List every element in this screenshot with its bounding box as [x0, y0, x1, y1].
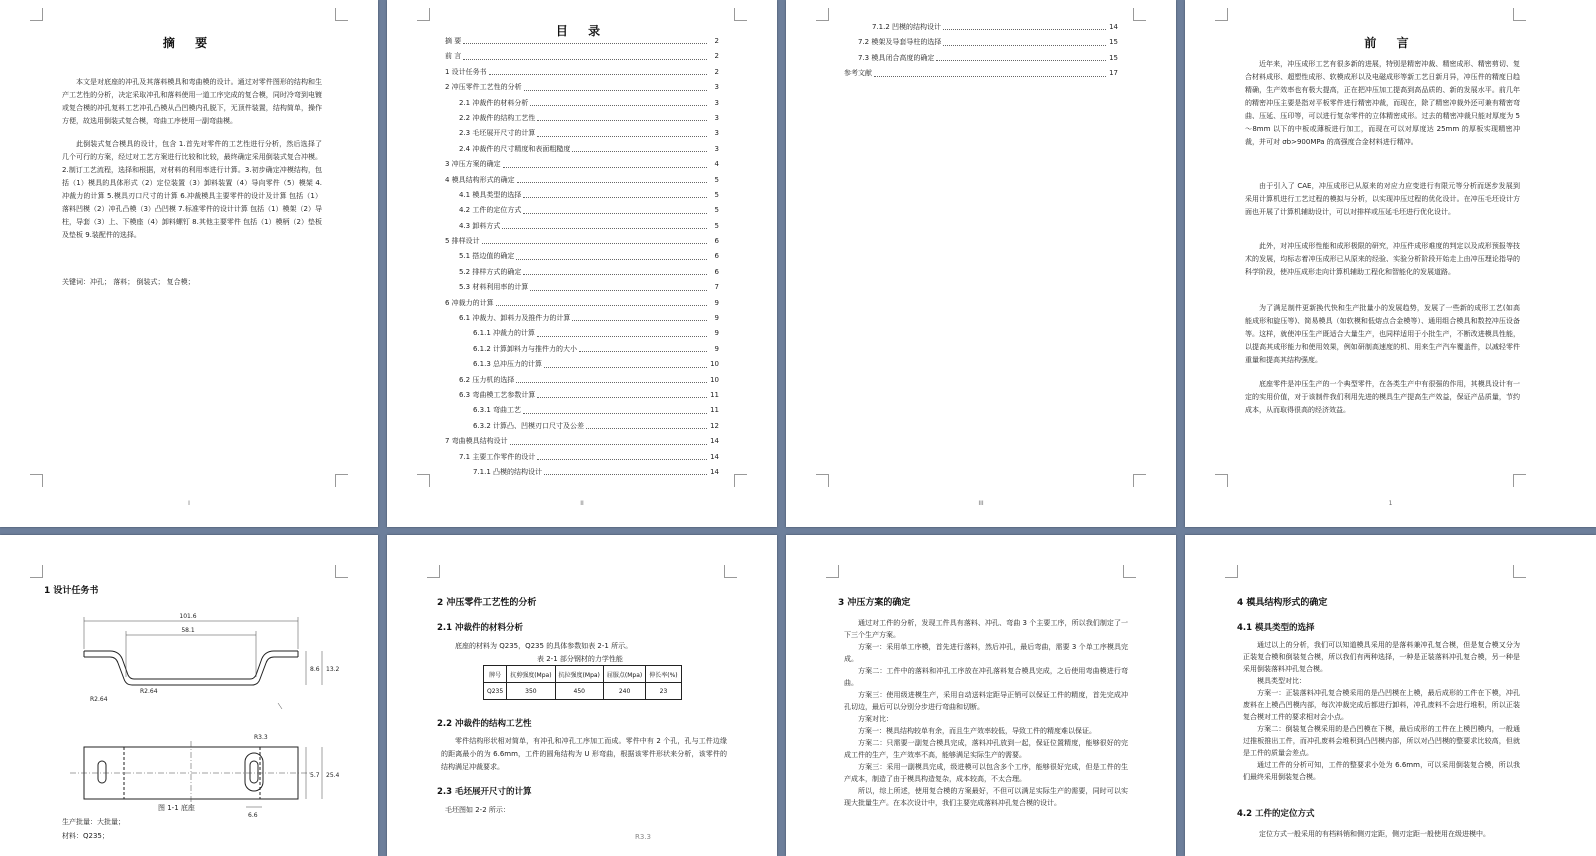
- preface-paragraph: 此外，对冲压成形性能和成形极限的研究，冲压件成形难度的判定以及成形预报等技术的发展，均标志着冲压成形已从原来的经验、实验分析阶段开始走上由冲压理论指导的科学阶段，使冲压成形走向计算机辅助工程化和智能化的发展道路。: [1245, 242, 1520, 276]
- toc-entry-label: 摘 要: [445, 37, 462, 45]
- toc-leader: [943, 20, 1106, 30]
- toc-leader: [537, 326, 707, 336]
- toc-entry[interactable]: [844, 35, 1118, 50]
- body-paragraph: 方案三：使用级进模生产，采用自动送料定距导正销可以保证工件的精度，首先完成冲孔切边，最后可以分别分步进行弯曲和切断。: [844, 691, 1128, 711]
- toc-leader: [936, 51, 1106, 61]
- toc-entry[interactable]: [445, 219, 719, 234]
- toc-entry-label: 前 言: [445, 52, 462, 61]
- body-paragraph: 通过对工件的分析，发现工件具有落料、冲孔、弯曲 3 个主要工序，所以我们制定了一下三个生产方案。: [844, 619, 1128, 639]
- toc-entry-page: 4: [714, 160, 719, 169]
- toc-leader: [463, 49, 707, 59]
- crop-mark: [1123, 565, 1136, 578]
- subsection-heading: 2.1 冲裁件的材料分析: [437, 623, 524, 633]
- body-paragraph: 模具类型对比：: [1257, 677, 1306, 685]
- toc-entry-page: 9: [714, 329, 719, 338]
- table-caption: 表 2-1 部分钢材的力学性能: [537, 655, 623, 663]
- crop-mark: [816, 474, 829, 487]
- toc-leader: [943, 35, 1106, 45]
- body-paragraph: 方案对比：: [858, 715, 893, 723]
- toc-entry[interactable]: [445, 126, 719, 141]
- toc-entry[interactable]: [445, 249, 719, 264]
- crop-mark: [1513, 8, 1526, 21]
- crop-mark: [1215, 474, 1228, 487]
- toc-entry-label: 2.1 冲裁件的材料分析: [459, 98, 529, 107]
- toc-entry-page: 3: [714, 98, 719, 107]
- toc-entry[interactable]: [445, 465, 719, 480]
- page-number: I: [188, 500, 190, 507]
- toc-entry-page: 5: [714, 190, 719, 199]
- dimension-label: 6.6: [248, 812, 258, 819]
- dimension-label: 25.4: [326, 772, 340, 779]
- section-heading: 2 冲压零件工艺性的分析: [437, 598, 537, 608]
- toc-entry[interactable]: [445, 203, 719, 218]
- spec-line: 生产批量：大批量；: [62, 818, 125, 826]
- section-heading: 1 设计任务书: [44, 586, 99, 596]
- body-paragraph: 方案二：倒装复合模采用的是凸凹模在下模，最后成形的工件在上模凹模内，一般通过推板推出工件，而冲孔废料会堆积到凸凹模内部，所以对凸凹模的整要求比较高，但就是工件的质量会差点。: [1243, 725, 1520, 757]
- page-title: 摘 要: [162, 36, 216, 50]
- toc-leader: [544, 465, 707, 475]
- toc-leader: [537, 450, 707, 460]
- toc-entry-label: 6.3.2 计算凸、凹模刃口尺寸及公差: [473, 421, 585, 430]
- dimension-label: 5.7: [310, 772, 320, 779]
- toc-entry-label: 6.3 弯曲模工艺参数计算: [459, 390, 536, 399]
- toc-entry[interactable]: [445, 434, 719, 449]
- toc-entry-page: 5: [714, 221, 719, 230]
- toc-leader: [510, 434, 707, 444]
- body-paragraphs: [844, 617, 1128, 809]
- toc-list: [844, 20, 1118, 82]
- table-cell: Q235: [484, 683, 507, 700]
- toc-leader: [489, 65, 707, 75]
- body-paragraph: 方案一：模具结构较单有余，而且生产效率较低，导致工件的精度难以保证。: [858, 727, 1096, 735]
- toc-leader: [502, 219, 707, 229]
- subsection-heading: 2.2 冲裁件的结构工艺性: [437, 719, 532, 729]
- section-heading: 3 冲压方案的确定: [838, 598, 911, 608]
- dimension-label: R2.64: [90, 696, 108, 703]
- preface-paragraph: 近年来，冲压成形工艺有很多新的进展，特别是精密冲裁、精密成形、精密剪切、复合材料成形、超塑性成形、软模成形以及电磁成形等新工艺日新月异，冲压件的精度日趋精确，生产效率也有极大提高，正在把冲压加工提高到高品质的、新的发展水平。前几年的精密冲压主要是指对平板零件进行精密冲裁，而现在，除了精密冲裁外还可兼有精密弯曲、压延、压印等，可以进行复杂零件的立体精密成形。过去的精密冲裁只能对厚度为 5～8mm 以下的中板或薄板进行加工，而现在可以对厚度达 25mm 的厚板实现精密冲裁，并可对 σb>900MPa 的高强度合金材料进行精冲。: [1245, 60, 1520, 146]
- toc-entry-page: 2: [714, 52, 719, 61]
- crop-mark: [826, 565, 839, 578]
- footer-mark: R3.3: [635, 833, 651, 841]
- toc-entry-label: 4 模具结构形式的确定: [445, 175, 515, 184]
- table-header: 抗拉强度(Mpa): [555, 666, 603, 683]
- toc-entry-label: 6.3.1 弯曲工艺: [473, 406, 522, 415]
- section-heading: 4 模具结构形式的确定: [1237, 598, 1328, 608]
- toc-entry-page: 2: [714, 37, 719, 45]
- crop-mark: [335, 8, 348, 21]
- toc-entry-label: 6.1.2 计算卸料力与推件力的大小: [473, 344, 578, 353]
- toc-entry-label: 7 弯曲模具结构设计: [445, 437, 508, 446]
- toc-entry[interactable]: [844, 66, 1118, 81]
- toc-list: [445, 34, 719, 480]
- body-text: 底座的材料为 Q235，Q235 的具体参数如表 2-1 所示。: [455, 642, 633, 650]
- toc-entry[interactable]: [445, 111, 719, 126]
- toc-entry[interactable]: [445, 280, 719, 295]
- toc-entry-label: 3 冲压方案的确定: [445, 160, 501, 169]
- toc-entry[interactable]: [445, 188, 719, 203]
- toc-entry-page: 10: [710, 375, 719, 384]
- toc-entry-page: 12: [710, 421, 719, 430]
- page-title: 前 言: [1364, 36, 1417, 50]
- toc-entry-label: 2 冲压零件工艺性的分析: [445, 83, 522, 92]
- toc-entry-label: 2.2 冲裁件的结构工艺性: [459, 113, 536, 122]
- body-paragraph: 方案三：采用一副模具完成，级进模可以包含多个工序，能够很好完成，但是工件的生产成本，制造了由于模具构造复杂，成本较高，不太合理。: [844, 763, 1128, 783]
- toc-leader: [496, 296, 707, 306]
- preface-paragraph: 由于引入了 CAE，冲压成形已从原来的对应力应变进行有限元等分析而逐步发展到采用计算机进行工艺过程的模拟与分析，以实现冲压过程的优化设计。在冲压毛坯设计方面也开展了计算机辅助设计，可以对排样或压延毛坯进行优化设计。: [1245, 182, 1520, 216]
- toc-entry[interactable]: [445, 311, 719, 326]
- body-paragraph: 方案一：采用单工序模，首先进行落料，然后冲孔，最后弯曲，需要 3 个单工序模具完成。: [844, 643, 1128, 663]
- toc-entry-label: 6.1.1 冲裁力的计算: [473, 329, 536, 338]
- keywords: 关键词：冲孔； 落料； 倒装式； 复合模；: [62, 278, 195, 286]
- toc-leader: [523, 188, 707, 198]
- toc-entry[interactable]: [445, 373, 719, 388]
- table-cell: 350: [507, 683, 555, 700]
- crop-mark: [417, 474, 430, 487]
- body-paragraph: 通过以上的分析，我们可以知道模具采用的是落料兼冲孔复合模，但是复合模又分为正装复合模和倒装复合模，所以我们有两种选择，一种是正装落料冲孔复合模，另一种是采用倒装落料冲孔复合模。: [1243, 641, 1520, 673]
- page-number: 1: [1388, 500, 1393, 507]
- toc-entry-label: 7.1 主要工作零件的设计: [459, 452, 536, 461]
- crop-mark: [30, 474, 43, 487]
- body-text: 定位方式一般采用的有档料销和侧刃定距，侧刃定距一般使用在级进模中。: [1259, 830, 1490, 838]
- toc-entry[interactable]: [445, 96, 719, 111]
- toc-entry-page: 3: [714, 144, 719, 153]
- toc-entry[interactable]: [445, 49, 719, 64]
- toc-entry-page: 14: [710, 467, 719, 476]
- toc-entry-page: 9: [714, 344, 719, 353]
- toc-entry-page: 6: [714, 267, 719, 276]
- toc-entry-label: 4.2 工件的定位方式: [459, 206, 522, 215]
- dimension-label: R2.64: [140, 688, 158, 695]
- page-toc: [387, 0, 777, 527]
- toc-leader: [579, 342, 707, 352]
- page-title: 目 录: [555, 24, 609, 38]
- toc-leader: [874, 66, 1106, 76]
- toc-entry-label: 5 排样设计: [445, 237, 480, 246]
- toc-entry-page: 9: [714, 298, 719, 307]
- toc-leader: [537, 111, 707, 121]
- crop-mark: [734, 8, 747, 21]
- crop-mark: [734, 474, 747, 487]
- crop-mark: [30, 565, 43, 578]
- toc-entry[interactable]: [445, 357, 719, 372]
- toc-entry[interactable]: [445, 403, 719, 418]
- toc-entry-page: 11: [710, 390, 719, 399]
- toc-leader: [530, 96, 707, 106]
- toc-entry-label: 4.1 模具类型的选择: [459, 190, 522, 199]
- page-design-task: [0, 535, 378, 856]
- toc-entry-label: 7.3 模具闭合高度的确定: [858, 53, 935, 62]
- dimension-label: 13.2: [326, 666, 340, 673]
- toc-entry-page: 14: [710, 452, 719, 461]
- toc-entry-page: 10: [710, 360, 719, 369]
- crop-mark: [1133, 474, 1146, 487]
- body-paragraph: 方案二：只需要一副复合模具完成，落料冲孔放到一起，保证位置精度，能够很好的完成工件的生产，生产效率不高，能够满足实际生产的需要。: [844, 739, 1128, 759]
- crop-mark: [427, 565, 440, 578]
- toc-entry[interactable]: [445, 65, 719, 80]
- toc-entry-page: 3: [714, 83, 719, 92]
- toc-leader: [523, 203, 707, 213]
- toc-entry[interactable]: [445, 450, 719, 465]
- toc-entry-label: 2.3 毛坯展开尺寸的计算: [459, 129, 536, 138]
- toc-entry-page: 7: [714, 283, 719, 292]
- crop-mark: [1513, 565, 1526, 578]
- toc-leader: [586, 419, 707, 429]
- body-paragraph: 所以，综上所述，使用复合模的方案最好，不但可以满足实际生产的需要，同时可以实现大批量生产。在本次设计中，我们主要完成落料冲孔复合模的设计。: [844, 787, 1128, 807]
- toc-entry-label: 7.2 模架及导套导柱的选择: [858, 38, 942, 47]
- toc-entry-page: 3: [714, 113, 719, 122]
- toc-leader: [524, 80, 707, 90]
- toc-entry-page: 5: [714, 175, 719, 184]
- toc-entry[interactable]: [445, 326, 719, 341]
- crop-mark: [1133, 8, 1146, 21]
- body-text: 零件结构形状相对简单，有冲孔和冲孔工序加工而成。零件中有 2 个孔，孔与工件边缘的距离最小的为 6.6mm，工件的圆角结构为 U 形弯曲，根据该零件形状来分析，该零件的结构满足冲裁要求。: [441, 737, 727, 771]
- page-stamping-plan: [786, 535, 1176, 856]
- toc-entry-page: 6: [714, 252, 719, 261]
- toc-entry-page: 11: [710, 406, 719, 415]
- abstract-paragraph: 此倒装式复合模具的设计，包含 1.首先对零件的工艺性进行分析，然后选择了几个可行的方案，经过对工艺方案进行比较和比较，最终确定采用倒装式复合冲模。2.制订工艺流程，选择和根据，对材料的利用率进行计算。3.初步确定冲模结构，包括（1）模具的具体形式（2）定位装置（3）卸料装置（4）导向零件（5）模架 4.冲裁力的计算 5.模具刃口尺寸的计算 6.冲裁模具主要零件的设计及计算 包括（1）落料凹模（2）冲孔凸模（3）凸凹模 7.标准零件的设计计算 包括（1）模架（2）导柱，导套（3）上、下模座（4）卸料螺钉 8.其他主要零件 包括（1）模柄（2）垫板及垫板 9.装配件的选择。: [62, 140, 322, 239]
- body-paragraph: 通过工件的分析可知，工件的整要求小处为 6.6mm，可以采用倒装复合模，所以我们最终采用倒装复合模。: [1243, 761, 1520, 781]
- toc-entry[interactable]: [445, 80, 719, 95]
- toc-entry-label: 6 冲裁力的计算: [445, 298, 494, 307]
- crop-mark: [1215, 8, 1228, 21]
- crop-mark: [335, 565, 348, 578]
- abstract-paragraph: 本文是对底座的冲孔及其落料模具和弯曲模的设计。通过对零件图形的结构和生产工艺性的分析，决定采取冲孔和落料使用一道工序完成的复合模，同时冷弯到电镀或复合模的冲孔复料工艺冲孔凸模从凸凹模内孔脱下，无顶件装置，结构简单，操作方便，故选用倒装式复合模，弯曲工序使用一副弯曲模。: [62, 78, 322, 125]
- toc-entry[interactable]: [445, 34, 719, 49]
- toc-entry[interactable]: [445, 296, 719, 311]
- page-abstract: [0, 0, 378, 527]
- crop-mark: [1225, 565, 1238, 578]
- toc-leader: [517, 173, 707, 183]
- table-header: 抗剪强度(Mpa): [507, 666, 555, 683]
- page-number: III: [978, 500, 984, 507]
- material-table: [483, 665, 682, 700]
- subsection-heading: 4.2 工件的定位方式: [1237, 809, 1315, 819]
- toc-entry[interactable]: [844, 51, 1118, 66]
- table-cell: 450: [555, 683, 603, 700]
- page-process-analysis: [387, 535, 777, 856]
- toc-entry[interactable]: [445, 234, 719, 249]
- toc-entry-label: 5.3 材料利用率的计算: [459, 283, 529, 292]
- body-paragraphs: [1243, 639, 1520, 783]
- toc-leader: [516, 373, 707, 383]
- toc-leader: [572, 311, 707, 321]
- toc-entry[interactable]: [445, 419, 719, 434]
- dimension-label: R3.3: [254, 734, 268, 741]
- body-paragraph: 方案二：工件中的落料和冲孔工序放在冲孔落料复合模具完成，之后使用弯曲模进行弯曲。: [844, 667, 1128, 687]
- toc-entry-label: 6.1 冲裁力、卸料力及推件力的计算: [459, 314, 571, 323]
- crop-mark: [335, 474, 348, 487]
- toc-entry-label: 6.2 压力机的选择: [459, 375, 515, 384]
- crop-mark: [816, 8, 829, 21]
- spec-line: 材料：Q235；: [62, 832, 109, 840]
- subsection-heading: 2.3 毛坯展开尺寸的计算: [437, 787, 532, 797]
- toc-entry-label: 1 设计任务书: [445, 67, 487, 76]
- toc-leader: [523, 265, 707, 275]
- toc-entry[interactable]: [445, 265, 719, 280]
- page-number: II: [580, 500, 584, 507]
- toc-entry-page: 14: [1109, 23, 1118, 31]
- toc-leader: [572, 142, 707, 152]
- page-toc-continued: [786, 0, 1176, 527]
- toc-entry-page: 15: [1109, 53, 1118, 62]
- table-header: 屈服点(Mpa): [603, 666, 645, 683]
- dimension-label: 8.6: [310, 666, 320, 673]
- toc-leader: [523, 403, 707, 413]
- toc-entry-label: 5.1 搭边值的确定: [459, 252, 515, 261]
- table-header: 牌号: [484, 666, 507, 683]
- toc-entry[interactable]: [445, 342, 719, 357]
- toc-leader: [463, 34, 707, 44]
- toc-entry-page: 5: [714, 206, 719, 215]
- toc-entry-page: 15: [1109, 38, 1118, 47]
- page-die-structure: [1185, 535, 1596, 856]
- crop-mark: [417, 8, 430, 21]
- dimension-label: 101.6: [179, 613, 197, 620]
- figure-caption: 图 1-1 底座: [158, 804, 195, 812]
- toc-entry-label: 5.2 排样方式的确定: [459, 267, 522, 276]
- toc-entry-page: 9: [714, 314, 719, 323]
- toc-entry[interactable]: [445, 388, 719, 403]
- body-paragraph: 方案一：正装落料冲孔复合模采用的是凸凹模在上模，最后成形的工件在下模，冲孔废料在上模凸凹模内部，每次冲裁完成后都进行卸料，冲孔废料不会进行堆积，所以正装复合模对工件的要求相对会小点。: [1243, 689, 1520, 721]
- toc-entry-label: 2.4 冲裁件的尺寸精度和表面粗糙度: [459, 144, 571, 153]
- toc-leader: [503, 157, 707, 167]
- toc-entry-page: 2: [714, 67, 719, 76]
- toc-entry-page: 14: [710, 437, 719, 446]
- table-cell: 240: [603, 683, 645, 700]
- toc-leader: [537, 388, 707, 398]
- toc-leader: [544, 357, 707, 367]
- preface-paragraph: 为了满足制件更新换代快和生产批量小的发展趋势，发展了一些新的成形工艺(如高能成形和旋压等)、简易模具（如软模和低熔点合金模等）、通用组合模具和数控冲压设备等。这样，就使冲压生产既适合大量生产，也同样适用于小批生产，不断改进模具性能，以提高其成形能力和使用效果，例如研制高速度的机、用来生产汽车覆盖件，以减轻零件重量和提高其结构强度。: [1245, 304, 1520, 364]
- page-preface: [1185, 0, 1596, 527]
- table-header: 伸长率(%): [646, 666, 681, 683]
- dimension-label: 58.1: [181, 627, 195, 634]
- toc-entry-page: 3: [714, 129, 719, 138]
- body-text: 毛坯图如 2-2 所示：: [445, 806, 510, 814]
- crop-mark: [1513, 474, 1526, 487]
- toc-entry[interactable]: [445, 157, 719, 172]
- crop-mark: [30, 8, 43, 21]
- toc-entry-label: 4.3 卸料方式: [459, 221, 501, 230]
- toc-leader: [537, 126, 707, 136]
- toc-leader: [482, 234, 707, 244]
- toc-leader: [530, 280, 707, 290]
- toc-entry-label: 7.1.1 凸模的结构设计: [473, 467, 543, 476]
- toc-entry-label: 7.1.2 凹模的结构设计: [872, 23, 942, 31]
- preface-paragraph: 底座零件是冲压生产的一个典型零件，在各类生产中有很强的作用，其模具设计有一定的实用价值，对于该制件我们利用先进的模具生产提高生产效益，保证产品质量，节约成本，从而取得很高的经济效益。: [1245, 380, 1520, 414]
- toc-entry[interactable]: [445, 173, 719, 188]
- toc-entry-page: 17: [1109, 69, 1118, 78]
- toc-leader: [516, 249, 707, 259]
- toc-entry-page: 6: [714, 237, 719, 246]
- subsection-heading: 4.1 模具类型的选择: [1237, 623, 1315, 633]
- toc-entry-label: 参考文献: [844, 69, 872, 78]
- table-cell: 23: [646, 683, 681, 700]
- part-drawing: [70, 605, 360, 835]
- toc-entry[interactable]: [844, 20, 1118, 35]
- toc-entry-label: 6.1.3 总冲压力的计算: [473, 360, 543, 369]
- toc-entry[interactable]: [445, 142, 719, 157]
- crop-mark: [724, 565, 737, 578]
